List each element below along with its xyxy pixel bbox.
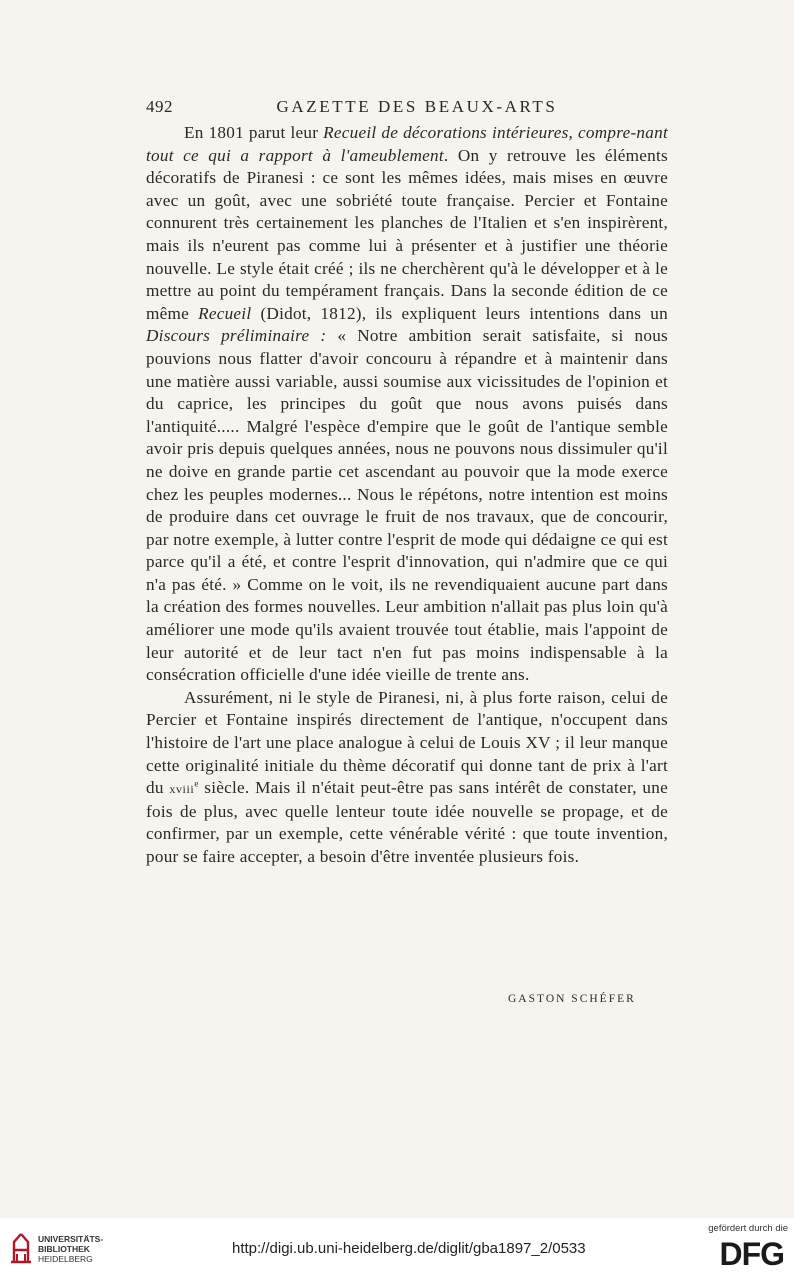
- university-seal-icon: [8, 1232, 34, 1266]
- italic-discours: Discours préliminaire :: [146, 326, 327, 346]
- italic-title-recueil: Recueil de décorations intérieures, compre-nant tout ce qui a rapport à l'ameublement: [146, 123, 668, 165]
- library-name-line1: UNIVERSITÄTS-: [38, 1234, 104, 1244]
- author-signature: GASTON SCHÉFER: [508, 993, 636, 1005]
- library-name-line2: BIBLIOTHEK: [38, 1244, 90, 1254]
- century-numeral: xviii: [169, 782, 195, 797]
- funding-note: gefördert durch die: [708, 1223, 788, 1234]
- source-url-link[interactable]: http://digi.ub.uni-heidelberg.de/diglit/gba1897_2/0533: [232, 1240, 586, 1257]
- journal-title: GAZETTE DES BEAUX-ARTS: [276, 97, 558, 116]
- italic-recueil: Recueil: [198, 303, 252, 323]
- article-text: [146, 122, 668, 869]
- footer-bar: [0, 1218, 794, 1276]
- library-name-line3: HEIDELBERG: [38, 1254, 93, 1264]
- paragraph-1: En 1801 parut leur Recueil de décorations intérieures, compre-nant tout ce qui a rapport à l'ameublement. On y retrouve les éléments décoratifs de Piranesi : ce sont les mêmes idées, mais mises en œuvre avec un goût, avec une sobriété toute française. Percier et Fontaine connurent très certainement les planches de l'Italien et s'en inspirèrent, mais ils n'eurent pas comme lui à présenter et à justifier une théorie nouvelle. Le style était créé ; ils ne cherchèrent qu'à le développer et à le mettre au point du tempérament français. Dans la seconde édition de ce même Recueil (Didot, 1812), ils expliquent leurs intentions dans un Discours préliminaire : « Notre ambition serait satisfaite, si nous pouvions nous flatter d'avoir concouru à répandre et à maintenir dans une matière aussi variable, aussi soumise aux vicissitudes de l'opinion et du caprice, les principes du goût que nous avons puisés dans l'antiquité..... Malgré l'espèce d'empire que le goût de l'antique semble avoir pris depuis quelques années, nous ne pouvons nous dissimuler qu'il ne doive en grande partie cet ascendant au pouvoir que la mode exerce chez les peuples modernes... Nous le répétons, notre intention est moins de produire dans cet ouvrage le fruit de nos travaux, que de concourir, par notre exemple, à lutter contre l'esprit de mode qui dédaigne ce qui est parce qu'il a été, et contre l'esprit d'innovation, qui n'admire que ce qui n'a pas été. » Comme on le voit, ils ne revendiquaient aucune part dans la création des formes nouvelles. Leur ambition n'allait pas plus loin qu'à améliorer une mode qu'ils avaient trouvée tout établie, mais l'appoint de leur autorité et de leur tact n'en fut pas moins indispensable à la consécration officielle d'une idée vieille de trente ans.: [146, 123, 669, 685]
- library-logo[interactable]: [8, 1232, 118, 1272]
- page-number: 492: [146, 97, 173, 116]
- dfg-logo[interactable]: DFG: [719, 1236, 784, 1272]
- century-superscript: e: [194, 778, 199, 789]
- paragraph-2: Assurément, ni le style de Piranesi, ni, à plus forte raison, celui de Percier et Fontaine inspirés directement de l'antique, n'occupent dans l'histoire de l'art une place analogue à celui de Louis XV ; il leur manque cette originalité initiale du thème décoratif qui donne tant de prix à l'art du xviii$^e$ siècle. Mais il n'était peut-être pas sans intérêt de constater, une fois de plus, avec quelle lenteur toute idée nouvelle se propage, et de confirmer, par un exemple, cette vénérable vérité : que toute invention, pour se faire accepter, a besoin d'être inventée plusieurs fois.: [146, 687, 668, 866]
